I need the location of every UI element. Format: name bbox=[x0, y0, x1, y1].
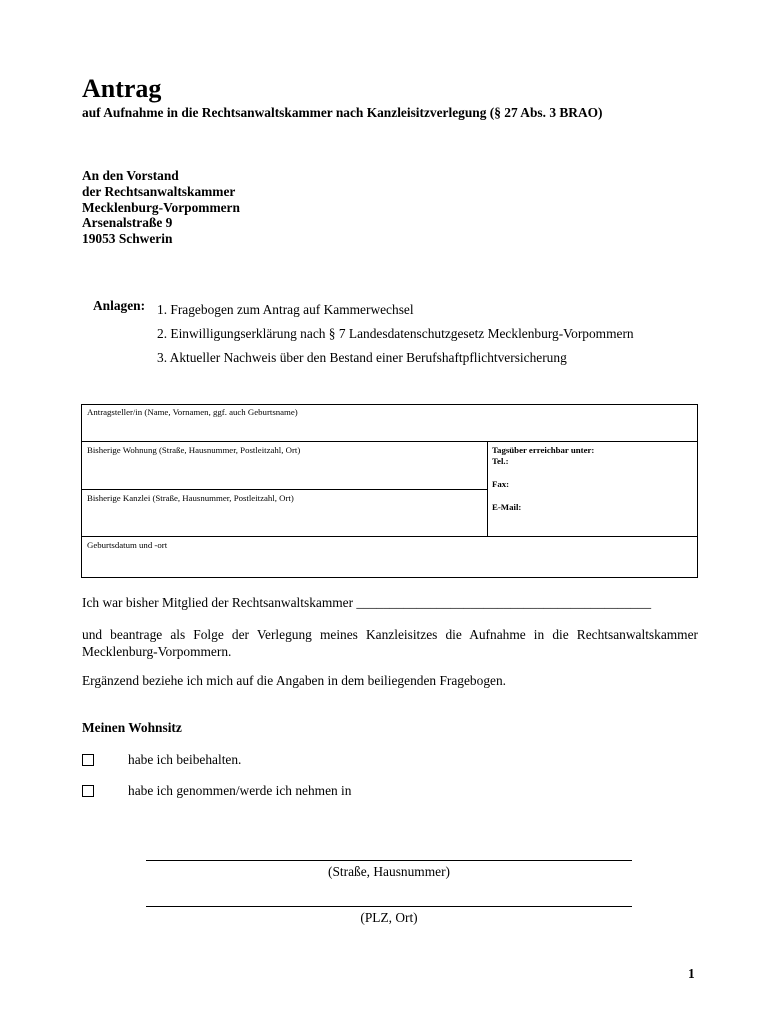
street-caption: (Straße, Hausnummer) bbox=[328, 864, 450, 879]
email-label: E-Mail: bbox=[492, 502, 522, 512]
address-line: der Rechtsanwaltskammer bbox=[82, 183, 236, 199]
attachment-item: 3. Aktueller Nachweis über den Bestand einer Berufshaftpflichtversicherung bbox=[157, 350, 567, 365]
attachments-list bbox=[157, 298, 634, 370]
tel-label: Tel.: bbox=[492, 456, 509, 466]
address-line: Arsenalstraße 9 bbox=[82, 215, 173, 231]
attachments-label: Anlagen: bbox=[93, 298, 146, 313]
applicant-form-table bbox=[81, 404, 698, 578]
applicant-name-field[interactable]: Antragsteller/in (Name, Vornamen, ggf. auch Geburtsname) bbox=[87, 407, 298, 417]
residence-taken-checkbox[interactable] bbox=[82, 785, 94, 797]
residence-option-kept bbox=[82, 752, 242, 767]
previous-residence-field[interactable]: Bisherige Wohnung (Straße, Hausnummer, Postleitzahl, Ort) bbox=[87, 445, 301, 455]
address-line: An den Vorstand bbox=[82, 168, 179, 183]
residence-kept-checkbox[interactable] bbox=[82, 754, 94, 766]
address-line: 19053 Schwerin bbox=[82, 231, 173, 247]
residence-taken-label: habe ich genommen/werde ich nehmen in bbox=[128, 783, 352, 798]
city-underline bbox=[146, 898, 632, 907]
city-field[interactable] bbox=[146, 898, 632, 925]
address-line: Mecklenburg-Vorpommern bbox=[82, 199, 240, 215]
contact-label: Tagsüber erreichbar unter: bbox=[492, 445, 595, 455]
street-underline bbox=[146, 852, 632, 861]
document-subtitle: auf Aufnahme in die Rechtsanwaltskammer nach Kanzleisitzverlegung (§ 27 Abs. 3 BRAO) bbox=[82, 105, 603, 120]
attachment-item: 2. Einwilligungserklärung nach § 7 Landesdatenschutzgesetz Mecklenburg-Vorpommern bbox=[157, 326, 634, 341]
previous-office-field[interactable]: Bisherige Kanzlei (Straße, Hausnummer, Postleitzahl, Ort) bbox=[87, 493, 294, 503]
page-number: 1 bbox=[688, 966, 695, 981]
contact-field[interactable] bbox=[487, 443, 599, 515]
attachment-item: 1. Fragebogen zum Antrag auf Kammerwechsel bbox=[157, 302, 414, 317]
street-field[interactable] bbox=[146, 852, 632, 879]
residence-kept-label: habe ich beibehalten. bbox=[128, 752, 242, 767]
residence-heading: Meinen Wohnsitz bbox=[82, 720, 182, 735]
fax-label: Fax: bbox=[492, 479, 510, 489]
city-caption: (PLZ, Ort) bbox=[360, 910, 418, 925]
request-statement: und beantrage als Folge der Verlegung meines Kanzleisitzes die Aufnahme in die Rechtsanwaltskammer Mecklenburg-Vorpommern. bbox=[82, 627, 698, 659]
residence-option-taken bbox=[82, 783, 352, 798]
reference-statement: Ergänzend beziehe ich mich auf die Angaben in dem beiliegenden Fragebogen. bbox=[82, 673, 507, 688]
recipient-address bbox=[82, 168, 240, 247]
document-title: Antrag bbox=[82, 74, 162, 103]
previous-chamber-statement: Ich war bisher Mitglied der Rechtsanwaltskammer ____________________________________________ bbox=[82, 595, 652, 610]
birth-date-place-field[interactable]: Geburtsdatum und -ort bbox=[87, 540, 168, 550]
